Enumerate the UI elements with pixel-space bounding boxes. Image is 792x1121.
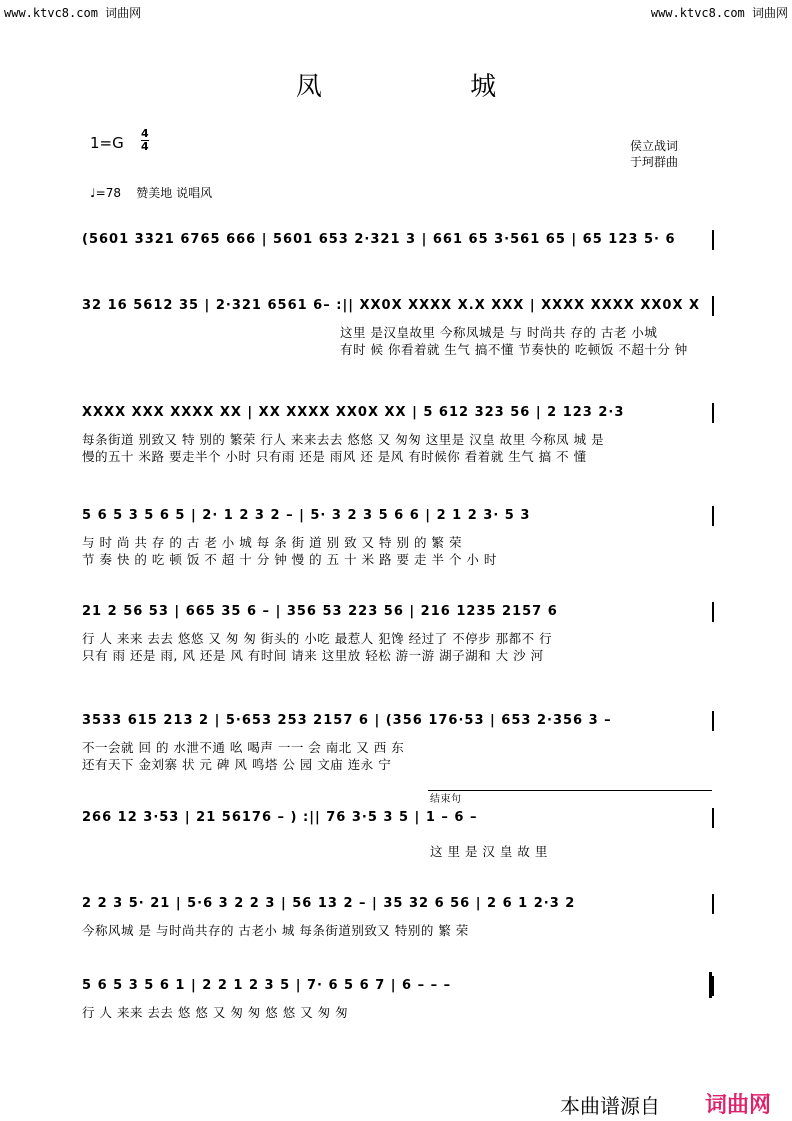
lyric-line-2: 只有 雨 还是 雨, 风 还是 风 有时间 请来 这里放 轻松 游一游 湖子湖和 大 沙 河	[82, 648, 544, 663]
lyric-line-2: 慢的五十 米路 要走半个 小时 只有雨 还是 雨风 还 是风 有时候你 看着就 生气 搞 不 懂	[82, 449, 587, 464]
bar-line	[712, 808, 714, 828]
watermark-right: www.ktvc8.com 词曲网	[650, 6, 788, 20]
score-row-notes: 21 2 56 53 | 665 35 6 – | 356 53 223 56 | 216 1235 2157 6	[82, 604, 558, 619]
bar-line	[712, 894, 714, 914]
score-row-notes: 266 12 3·53 | 21 56176 – ) :|| 76 3·5 3 5 | 1 – 6 –	[82, 810, 478, 825]
lyric-line-1: 每条街道 别致又 特 别的 繁荣 行人 来来去去 悠悠 又 匆匆 这里是 汉皇 故里 今称凤 城 是	[82, 432, 605, 447]
lyric-line-1: 今称风城 是 与时尚共存的 古老小 城 每条街道别致又 特别的 繁 荣	[82, 923, 469, 938]
bar-line	[712, 506, 714, 526]
final-barline	[709, 972, 712, 998]
lyric-line-1: 这里 是汉皇故里 今称凤城是 与 时尚共 存的 古老 小城	[340, 325, 658, 340]
score-row-notes: 5 6 5 3 5 6 5 | 2· 1 2 3 2 – | 5· 3 2 3 5 6 6 | 2 1 2 3· 5 3	[82, 508, 531, 523]
lyric-line-2: 还有天下 金刘寨 状 元 碑 风 鸣塔 公 园 文庙 连永 宁	[82, 757, 392, 772]
song-title: 凤 城	[295, 72, 567, 102]
composer: 于珂群曲	[630, 155, 679, 169]
lyric-line-2: 这 里 是 汉 皇 故 里	[430, 844, 548, 859]
footer-label: 本曲谱源自	[560, 1094, 660, 1118]
lyric-line-1: 行 人 来来 去去 悠悠 又 匆 匆 街头的 小吃 最惹人 犯馋 经过了 不停步 那都不 行	[82, 631, 553, 646]
tempo-marking: ♩=78 赞美地 说唱风	[90, 186, 213, 200]
bar-line	[712, 403, 714, 423]
score-row-notes: 3533 615 213 2 | 5·653 253 2157 6 | (356 176·53 | 653 2·356 3 –	[82, 713, 612, 728]
bar-line	[712, 296, 714, 316]
ending-bracket	[428, 790, 712, 791]
score-row-notes: 2 2 3 5· 21 | 5·6 3 2 2 3 | 56 13 2 – | 35 32 6 56 | 2 6 1 2·3 2	[82, 896, 576, 911]
bar-line	[712, 602, 714, 622]
lyric-line-1: 结束句	[430, 794, 462, 805]
time-signature: $\frac{4}{4}$	[141, 127, 149, 153]
score-row-notes: 32 16 5612 35 | 2·321 6561 6– :|| XX0X XXXX X.X XXX | XXXX XXXX XX0X X	[82, 298, 701, 313]
lyric-line-2: 有时 候 你看着就 生气 搞不懂 节奏快的 吃顿饭 不超十分 钟	[340, 342, 688, 357]
score-row-notes: XXXX XXX XXXX XX | XX XXXX XX0X XX | 5 612 323 56 | 2 123 2·3	[82, 405, 625, 420]
lyric-line-1: 与 时 尚 共 存 的 古 老 小 城 每 条 街 道 别 致 又 特 别 的 繁 荣	[82, 535, 462, 550]
score-row-notes: (5601 3321 6765 666 | 5601 653 2·321 3 | 661 65 3·561 65 | 65 123 5· 6	[82, 232, 676, 247]
lyric-line-1: 不一会就 回 的 水泄不通 吆 喝声 一一 会 南北 又 西 东	[82, 740, 405, 755]
bar-line	[712, 976, 714, 996]
score-row-notes: 5 6 5 3 5 6 1 | 2 2 1 2 3 5 | 7· 6 5 6 7 | 6 – – –	[82, 978, 452, 993]
lyricist: 侯立战词	[630, 139, 679, 153]
bar-line	[712, 230, 714, 250]
lyric-line-2: 节 奏 快 的 吃 顿 饭 不 超 十 分 钟 慢 的 五 十 米 路 要 走 半 个 小 时	[82, 552, 497, 567]
watermark-left: www.ktvc8.com 词曲网	[4, 6, 142, 20]
lyric-line-1: 行 人 来来 去去 悠 悠 又 匆 匆 悠 悠 又 匆 匆	[82, 1005, 349, 1020]
key-signature: 1=G	[90, 134, 124, 152]
bar-line	[712, 711, 714, 731]
footer-brand: 词曲网	[705, 1093, 772, 1118]
